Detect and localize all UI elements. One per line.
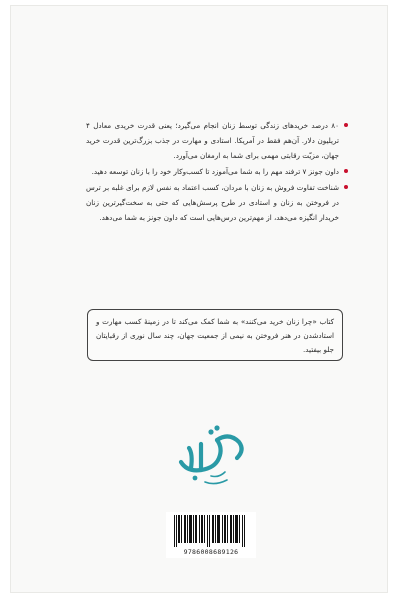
publisher-logo-icon — [171, 414, 251, 488]
bullet-text: داون جونز ۷ ترفند مهم را به شما می‌آموزد تا کسب‌وکار خود را با زنان توسعه دهید. — [91, 167, 339, 176]
bullet-text: ۸۰ درصد خریدهای زندگی توسط زنان انجام می‌گیرد؛ یعنی قدرت خریدی معادل ۴ تریلیون دلار. آن‌هم فقط در آمریکا. استادی و مهارت در جذب بزرگ‌ترین قدرت خرید جهان، مزیّت رقابتی مهمی برای شما به ارمغان می‌آورد. — [86, 121, 339, 160]
book-back-cover — [10, 5, 388, 593]
barcode-bars — [172, 515, 250, 547]
barcode — [166, 512, 256, 558]
isbn-number: 9786008689126 — [183, 548, 239, 556]
bullet-dot-icon — [344, 169, 348, 173]
bullet-item — [86, 164, 348, 179]
bullet-dot-icon — [344, 185, 348, 189]
bullet-dot-icon — [344, 123, 348, 127]
book-promo-box — [87, 309, 343, 361]
bullet-item — [86, 118, 348, 163]
description-bullets — [86, 118, 348, 226]
promo-text: کتاب «چرا زنان خرید می‌کنند» به شما کمک می‌کند تا در زمینهٔ کسب مهارت و استادشدن در هنر فروختن به نیمی از جمعیت جهان، چند سال نوری از رقبایتان جلو بیفتید. — [96, 317, 334, 354]
bullet-text: شناخت تفاوت فروش به زنان با مردان، کسب اعتماد به نفس لازم برای غلبه بر ترس در فروختن به زنان و استادی در طرح پرسش‌هایی که حتی به سخت‌گیرترین زنان خریدار انگیزه می‌دهد، از مهم‌ترین درس‌هایی است که داون جونز به شما می‌دهد. — [86, 183, 339, 222]
bullet-item — [86, 180, 348, 225]
